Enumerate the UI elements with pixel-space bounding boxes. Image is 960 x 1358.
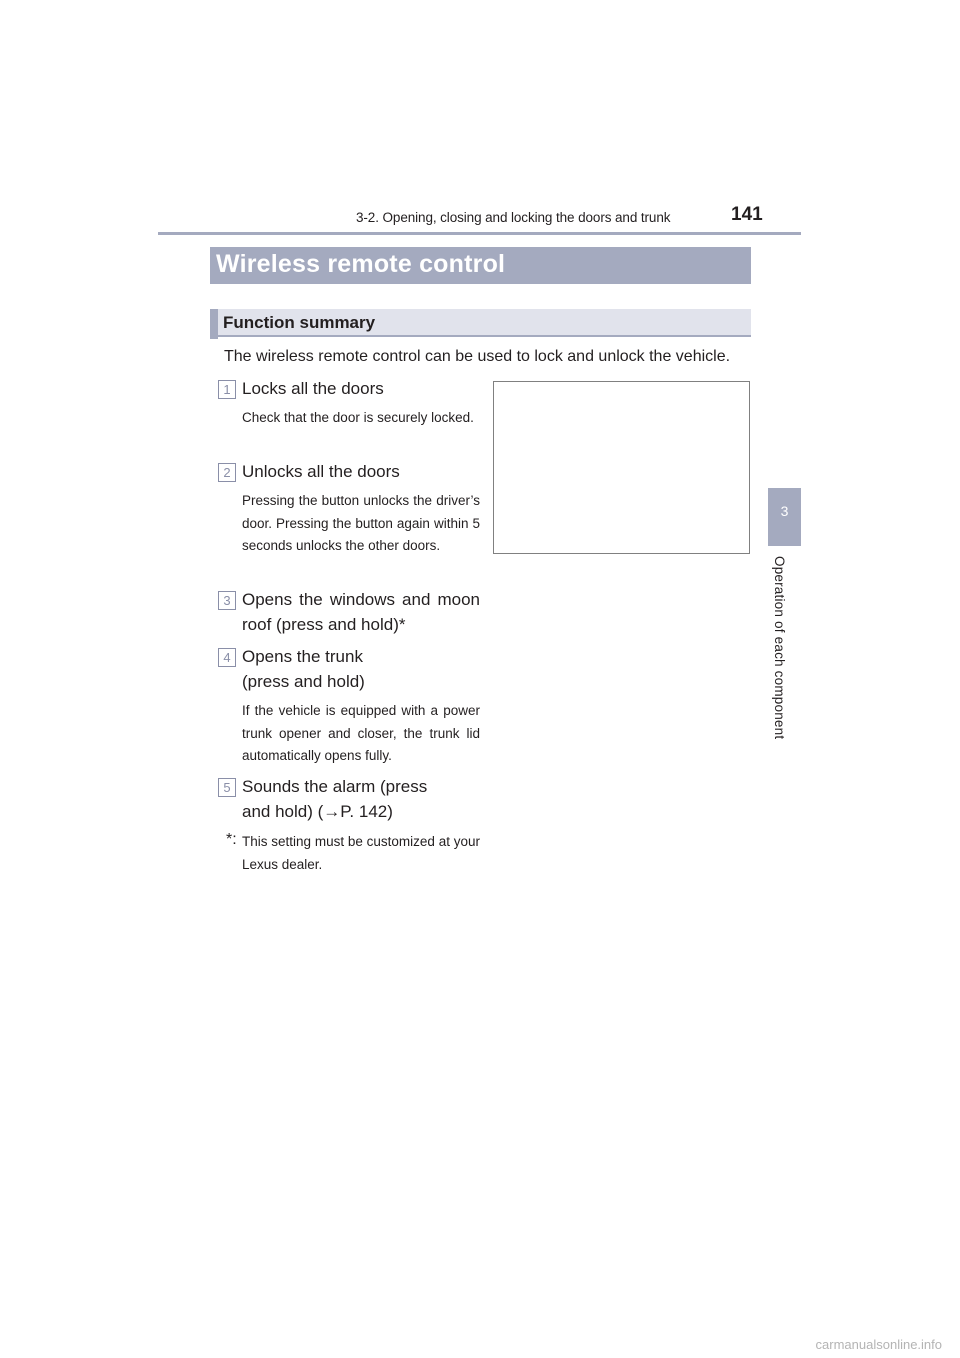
side-tab-number: 3 [780, 503, 789, 519]
item-number-3: 3 [218, 591, 236, 610]
subtitle: Function summary [223, 313, 376, 332]
intro-text: The wireless remote control can be used to lock and unlock the vehicle. [224, 348, 731, 365]
subtitle-accent [210, 309, 218, 339]
item-number-2: 2 [218, 463, 236, 482]
item-number-5: 5 [218, 778, 236, 797]
header-section-title: 3-2. Opening, closing and locking the doors and trunk [356, 210, 671, 225]
item-text-4: Opens the trunk (press and hold) [242, 647, 365, 691]
item-text-3: Opens the windows and moon roof (press and hold)* [242, 590, 480, 634]
item-note-4: If the vehicle is equipped with a power trunk opener and closer, the trunk lid automatically opens fully. [242, 703, 480, 763]
footnote-mark: *: [226, 831, 237, 848]
header-rule [158, 232, 801, 235]
page-number: 141 [731, 204, 763, 225]
footnote-text: This setting must be customized at your Lexus dealer. [242, 834, 480, 872]
item-text-5: Sounds the alarm (press and hold) (→P. 142) [242, 777, 428, 821]
remote-control-illustration [493, 381, 750, 554]
item-note-1: Check that the door is securely locked. [242, 410, 474, 425]
watermark: carmanualsonline.info [815, 1337, 942, 1352]
item-note-2: Pressing the button unlocks the driver’s door. Pressing the button again within 5 seconds unlocks the other doors. [242, 493, 480, 553]
item-number-4: 4 [218, 648, 236, 667]
item-text-2: Unlocks all the doors [242, 462, 400, 481]
item-text-1: Locks all the doors [242, 379, 384, 398]
side-tab-label: Operation of each component [772, 556, 787, 740]
item-number-1: 1 [218, 380, 236, 399]
page-title: Wireless remote control [216, 250, 506, 278]
